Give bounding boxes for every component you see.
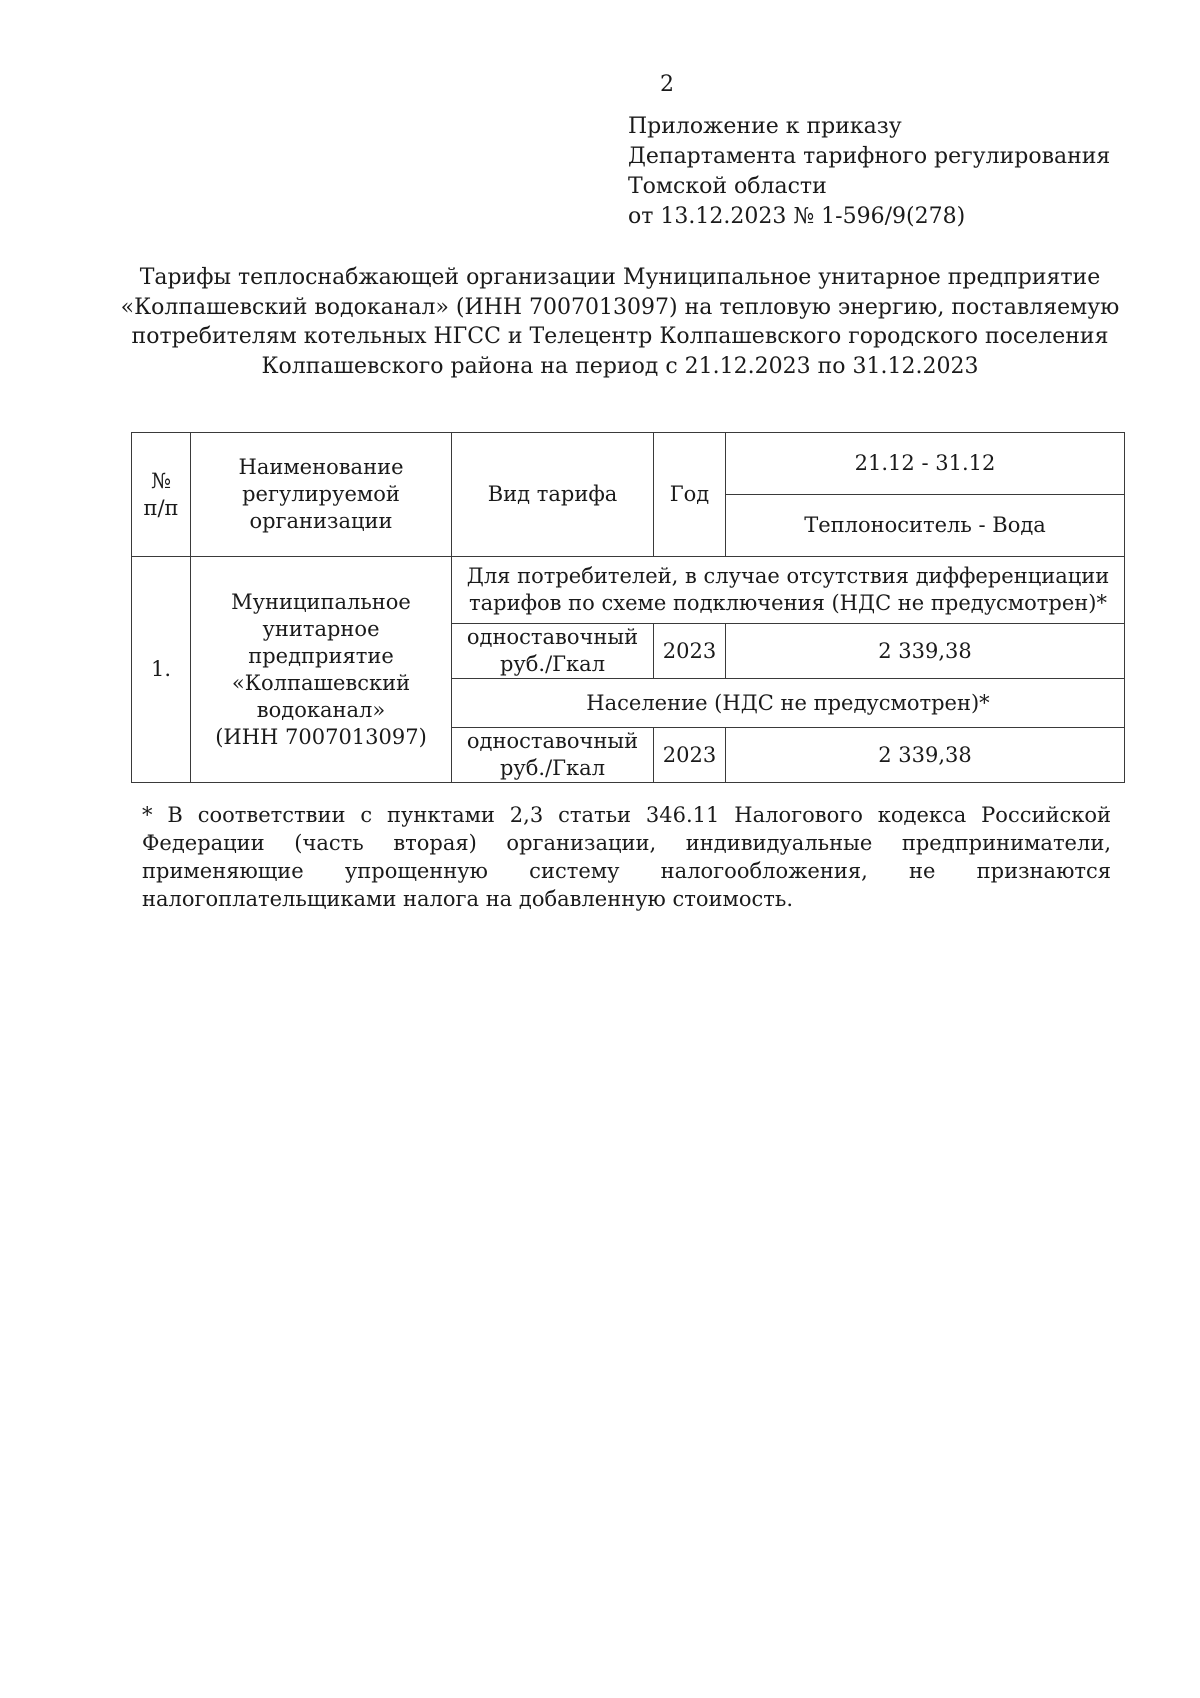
organization-name: Муниципальное унитарное предприятие «Колпашевский водоканал» (ИНН 7007013097) [191,557,452,783]
title-line: «Колпашевский водоканал» (ИНН 7007013097) на тепловую энергию, поставляемую [120,294,1120,320]
title-line: потребителям котельных НГСС и Телецентр Колпашевского городского поселения [131,324,1109,349]
appendix-line: Томской области [628,174,827,199]
row-number: 1. [132,557,191,783]
consumer-group-general: Для потребителей, в случае отсутствия дифференциации тарифов по схеме подключения (НДС не предусмотрен)* [452,557,1125,624]
tariff-table [131,432,1125,783]
document-title [120,263,1120,381]
tariff-value: 2 339,38 [726,624,1125,679]
header-period: 21.12 - 31.12 [726,433,1125,495]
header-num: № п/п [132,433,191,557]
title-line: Колпашевского района на период с 21.12.2023 по 31.12.2023 [261,353,979,379]
header-org: Наименование регулируемой организации [191,433,452,557]
footnote: * В соответствии с пунктами 2,3 статьи 346.11 Налогового кодекса Российской Федерации (часть вторая) организации, индивидуальные предприниматели, применяющие упрощенную систему налогообложения, не признаются налогоплательщиками налога на добавленную стоимость. [142,803,1111,911]
table-row [132,557,1125,624]
table-header-row [132,433,1125,495]
appendix-block [628,112,1110,232]
tariff-value: 2 339,38 [726,728,1125,783]
page-number: 2 [660,72,674,97]
header-tariff-type: Вид тарифа [452,433,654,557]
header-year: Год [654,433,726,557]
tariff-year: 2023 [654,728,726,783]
appendix-line: Департамента тарифного регулирования [628,144,1111,169]
header-carrier: Теплоноситель - Вода [726,495,1125,557]
appendix-line: Приложение к приказу [628,114,902,139]
tariff-type: одноставочный руб./Гкал [452,728,654,783]
appendix-line: от 13.12.2023 № 1-596/9(278) [628,204,966,229]
consumer-group-population: Население (НДС не предусмотрен)* [452,679,1125,728]
title-line: Тарифы теплоснабжающей организации Муниципальное унитарное предприятие [139,265,1101,290]
tariff-year: 2023 [654,624,726,679]
tariff-type: одноставочный руб./Гкал [452,624,654,679]
